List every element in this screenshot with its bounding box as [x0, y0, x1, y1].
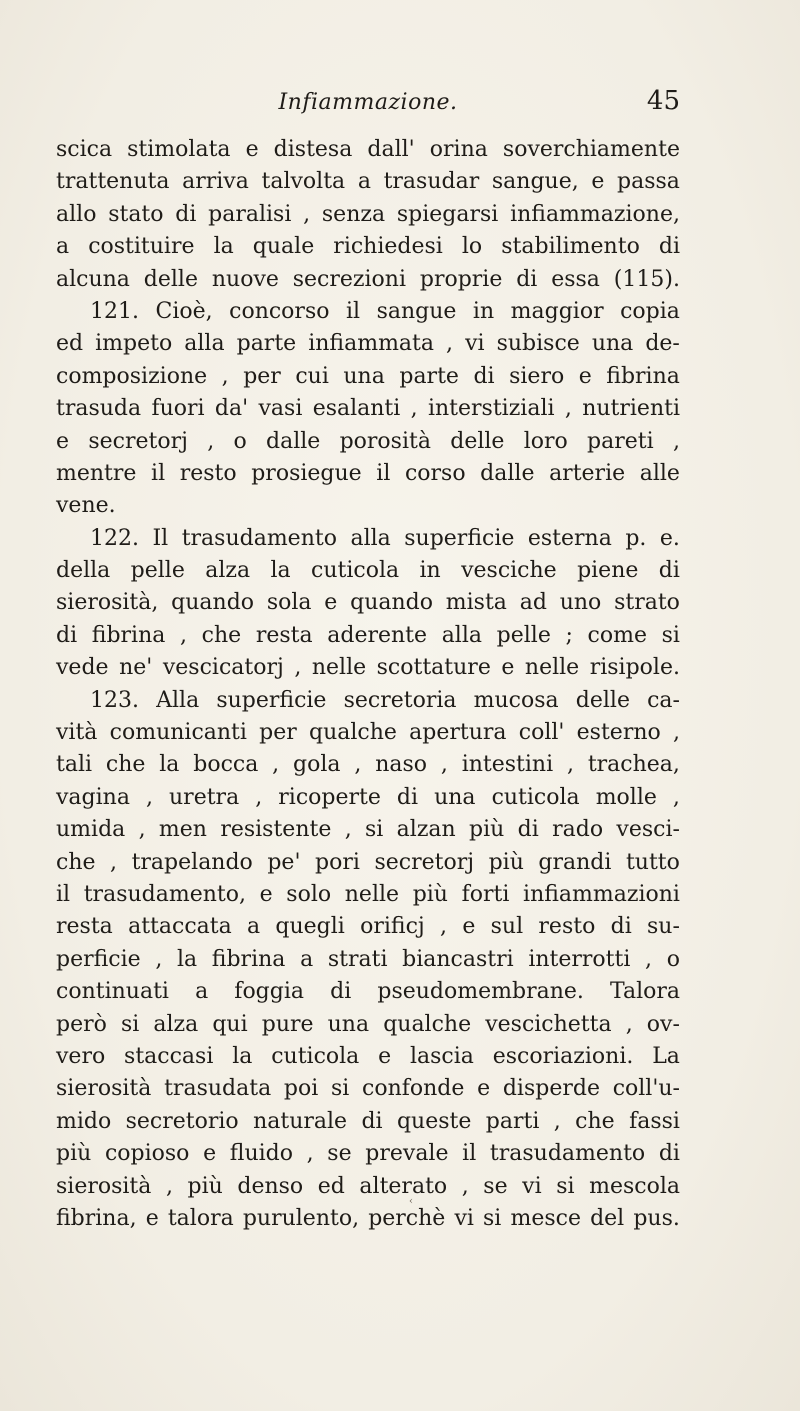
text-line: vene. — [56, 493, 116, 519]
text-line: vero staccasi la cuticola e lascia escoriazioni. La — [56, 1043, 680, 1069]
body-text — [56, 134, 680, 1235]
text-line: 121. Cioè, concorso il sangue in maggior copia — [90, 298, 680, 324]
text-line: fibrina, e talora purulento, perchè vi si mesce del pus. — [56, 1205, 680, 1231]
text-line: trattenuta arriva talvolta a trasudar sangue, e passa — [56, 169, 680, 195]
text-line: più copioso e fluido , se prevale il trasudamento di — [56, 1141, 680, 1167]
text-line: 123. Alla superficie secretoria mucosa delle ca- — [90, 687, 680, 713]
text-line: a costituire la quale richiedesi lo stabilimento di — [56, 234, 680, 260]
page-header — [56, 86, 680, 126]
text-line: sierosità , più denso ed alterato , se vi si mescola — [56, 1173, 680, 1199]
text-line: perficie , la fibrina a strati biancastri interrotti , o — [56, 946, 680, 972]
text-line: 122. Il trasudamento alla superficie esterna p. e. — [90, 525, 680, 551]
text-line: allo stato di paralisi , senza spiegarsi infiammazione, — [56, 201, 680, 227]
text-line: vede ne' vescicatorj , nelle scottature e nelle risipole. — [56, 655, 680, 681]
text-line: tali che la bocca , gola , naso , intestini , trachea, — [56, 752, 680, 778]
text-line: umida , men resistente , si alzan più di rado vesci- — [56, 817, 680, 843]
text-line: alcuna delle nuove secrezioni proprie di essa (115). — [56, 266, 680, 292]
text-line: vità comunicanti per qualche apertura coll' esterno , — [56, 720, 680, 746]
text-line: il trasudamento, e solo nelle più forti infiammazioni — [56, 881, 680, 907]
running-title: Infiammazione. — [278, 90, 458, 115]
text-line: della pelle alza la cuticola in vesciche piene di — [56, 558, 680, 584]
text-line: continuati a foggia di pseudomembrane. Talora — [56, 979, 680, 1005]
text-line: e secretorj , o dalle porosità delle loro pareti , — [56, 428, 680, 454]
page-number: 45 — [646, 86, 680, 116]
text-line: che , trapelando pe' pori secretorj più grandi tutto — [56, 849, 680, 875]
footer-mark: ‹ — [409, 1196, 413, 1207]
text-line: mido secretorio naturale di queste parti , che fassi — [56, 1108, 680, 1134]
text-line: resta attaccata a quegli orificj , e sul resto di su- — [56, 914, 680, 940]
text-line: vagina , uretra , ricoperte di una cuticola molle , — [56, 784, 680, 810]
text-line: mentre il resto prosiegue il corso dalle arterie alle — [56, 460, 680, 486]
text-line: di fibrina , che resta aderente alla pelle ; come si — [56, 622, 680, 648]
text-line: ed impeto alla parte infiammata , vi subisce una de- — [56, 331, 680, 357]
text-line: sierosità, quando sola e quando mista ad uno strato — [56, 590, 680, 616]
text-line: sierosità trasudata poi si confonde e disperde coll'u- — [56, 1076, 680, 1102]
text-line: trasuda fuori da' vasi esalanti , interstiziali , nutrienti — [56, 396, 680, 422]
text-line: però si alza qui pure una qualche vescichetta , ov- — [56, 1011, 680, 1037]
text-line: scica stimolata e distesa dall' orina soverchiamente — [56, 137, 680, 162]
text-line: composizione , per cui una parte di siero e fibrina — [56, 363, 680, 389]
